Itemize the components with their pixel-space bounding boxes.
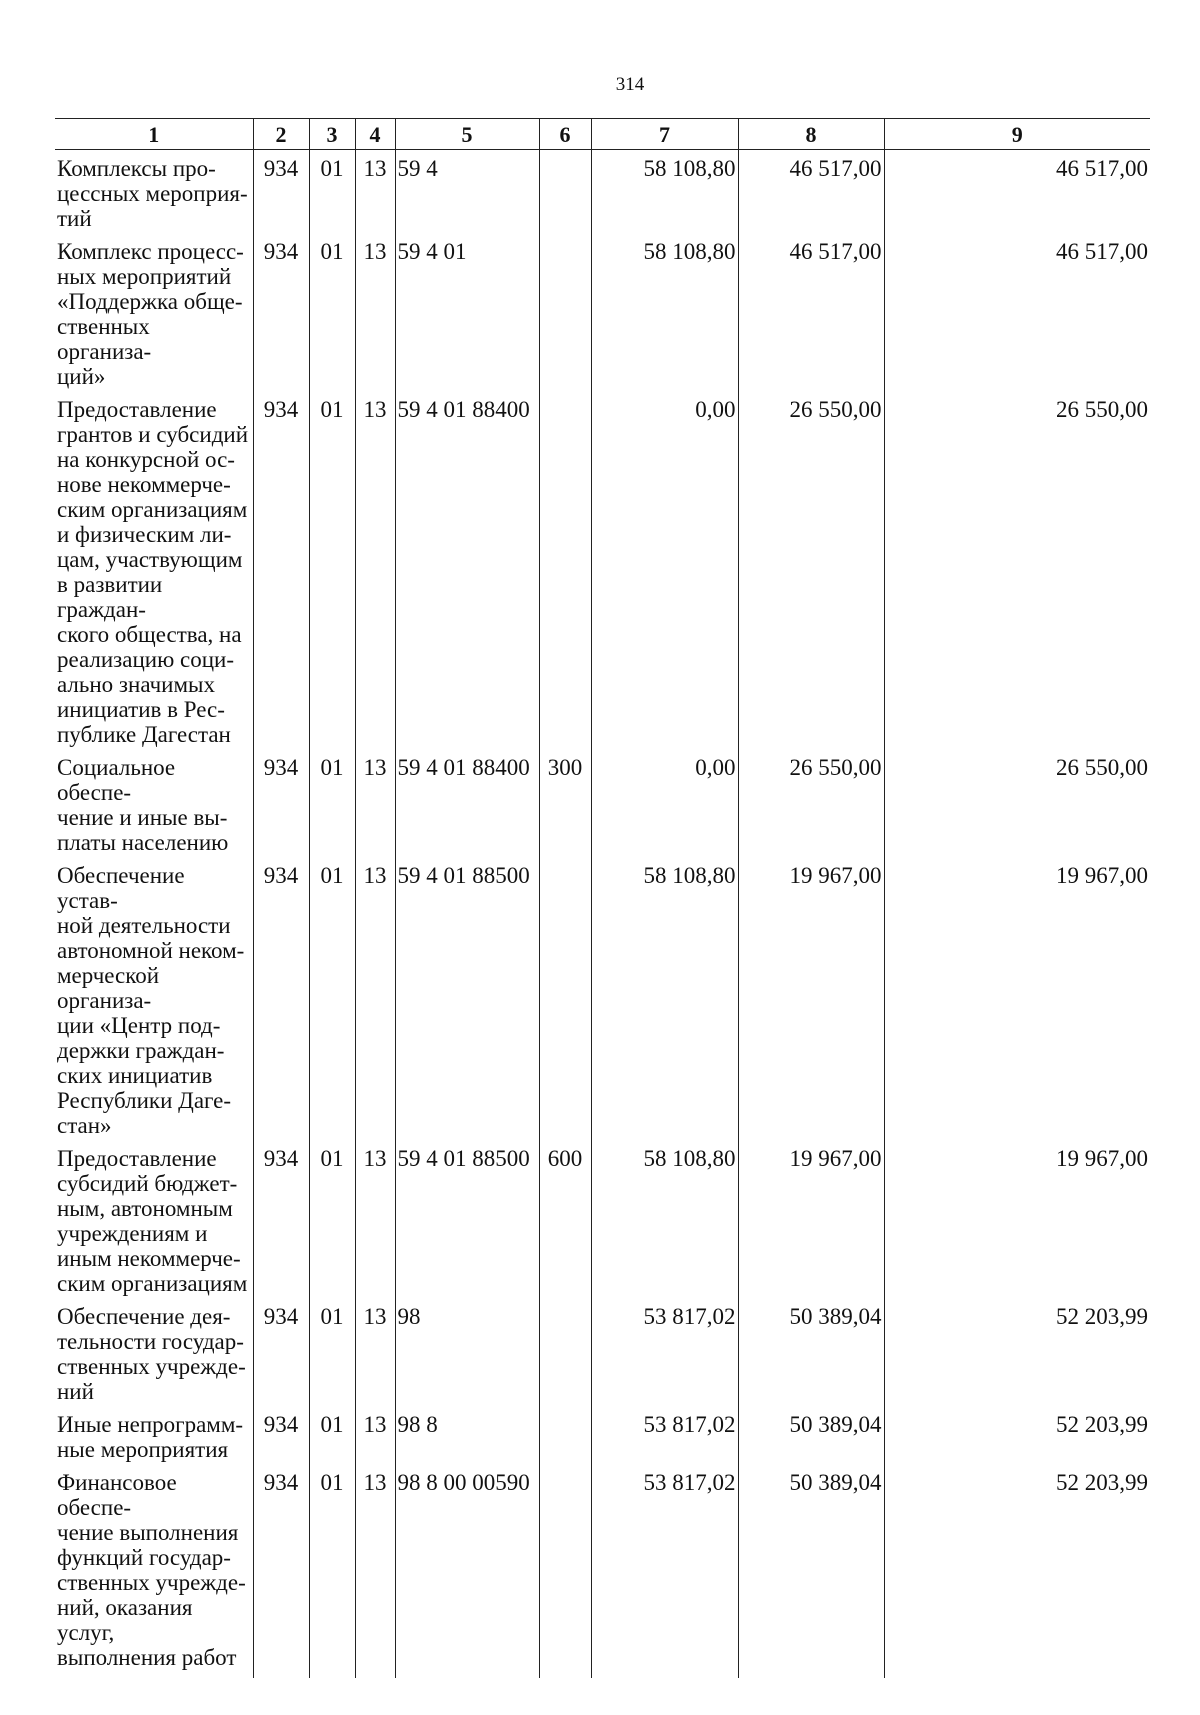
ministry-code-cell: 934 [253,397,309,755]
amount-col9-cell: 46 517,00 [884,239,1150,397]
page-number: 314 [615,74,645,95]
amount-col7-cell: 58 108,80 [591,863,738,1146]
ministry-code-cell: 934 [253,150,309,240]
header-cell: 4 [355,119,395,150]
amount-col8-cell: 19 967,00 [738,1146,884,1304]
table-header [55,119,1150,150]
target-article-cell: 59 4 [395,150,539,240]
section-code-cell: 01 [309,755,355,863]
item-name-cell: Обеспечение дея- тельности государ- ственных учрежде- ний [57,1304,246,1404]
header-cell: 9 [884,119,1150,150]
target-article-cell: 59 4 01 [395,239,539,397]
amount-col9-cell: 46 517,00 [884,150,1150,240]
amount-col7-cell: 58 108,80 [591,150,738,240]
subsection-code-cell: 13 [355,755,395,863]
ministry-code-cell: 934 [253,239,309,397]
item-name-cell: Финансовое обеспе- чение выполнения функций государ- ственных учрежде- ний, оказания услуг, выполнения работ [57,1470,246,1670]
amount-col8-cell: 46 517,00 [738,239,884,397]
subsection-code-cell: 13 [355,397,395,755]
item-name-cell: Социальное обеспе- чение и иные вы- платы населению [57,755,229,855]
table-row [55,755,1150,863]
amount-col8-cell: 50 389,04 [738,1470,884,1678]
amount-col8-cell: 19 967,00 [738,863,884,1146]
target-article-cell: 59 4 01 88500 [395,1146,539,1304]
amount-col8-cell: 26 550,00 [738,755,884,863]
amount-col8-cell: 26 550,00 [738,397,884,755]
section-code-cell: 01 [309,1304,355,1412]
ministry-code-cell: 934 [253,1146,309,1304]
target-article-cell: 59 4 01 88500 [395,863,539,1146]
target-article-cell: 59 4 01 88400 [395,397,539,755]
amount-col7-cell: 53 817,02 [591,1470,738,1678]
expense-type-cell [539,397,591,755]
section-code-cell: 01 [309,1412,355,1470]
amount-col9-cell: 26 550,00 [884,397,1150,755]
section-code-cell: 01 [309,863,355,1146]
header-row [55,119,1150,150]
item-name-cell: Предоставление субсидий бюджет- ным, автономным учреждениям и иным некоммерче- ским организациям [57,1146,248,1296]
amount-col7-cell: 53 817,02 [591,1304,738,1412]
amount-col8-cell: 50 389,04 [738,1412,884,1470]
table-row [55,1470,1150,1678]
expense-type-cell [539,1470,591,1678]
subsection-code-cell: 13 [355,150,395,240]
amount-col7-cell: 0,00 [591,397,738,755]
amount-col9-cell: 52 203,99 [884,1304,1150,1412]
expense-type-cell [539,150,591,240]
item-name-cell: Предоставление грантов и субсидий на конкурсной ос- нове некоммерче- ским организациям и физическим ли- цам, участвующим в развитии граждан- ского общества, на реализацию соци- ально значимых инициатив в Рес- публике Дагестан [57,397,249,747]
budget-table [55,118,1150,1678]
expense-type-cell [539,239,591,397]
header-cell: 7 [591,119,738,150]
expense-type-cell: 600 [539,1146,591,1304]
table-row [55,863,1150,1146]
item-name-cell: Комплексы про- цессных мероприя- тий [57,156,248,231]
table-row [55,150,1150,240]
section-code-cell: 01 [309,397,355,755]
section-code-cell: 01 [309,239,355,397]
ministry-code-cell: 934 [253,863,309,1146]
expense-type-cell: 300 [539,755,591,863]
ministry-code-cell: 934 [253,1470,309,1678]
table-body [55,150,1150,1679]
section-code-cell: 01 [309,150,355,240]
subsection-code-cell: 13 [355,1146,395,1304]
header-cell: 1 [55,119,253,150]
amount-col9-cell: 19 967,00 [884,863,1150,1146]
section-code-cell: 01 [309,1470,355,1678]
subsection-code-cell: 13 [355,1412,395,1470]
header-cell: 8 [738,119,884,150]
table-row [55,1412,1150,1470]
subsection-code-cell: 13 [355,1304,395,1412]
amount-col9-cell: 19 967,00 [884,1146,1150,1304]
section-code-cell: 01 [309,1146,355,1304]
table-row [55,239,1150,397]
expense-type-cell [539,863,591,1146]
target-article-cell: 98 8 00 00590 [395,1470,539,1678]
subsection-code-cell: 13 [355,239,395,397]
header-cell: 3 [309,119,355,150]
ministry-code-cell: 934 [253,1412,309,1470]
header-cell: 6 [539,119,591,150]
subsection-code-cell: 13 [355,863,395,1146]
table-row [55,1304,1150,1412]
header-cell: 5 [395,119,539,150]
header-cell: 2 [253,119,309,150]
target-article-cell: 98 8 [395,1412,539,1470]
subsection-code-cell: 13 [355,1470,395,1678]
amount-col9-cell: 26 550,00 [884,755,1150,863]
table-row [55,1146,1150,1304]
amount-col7-cell: 53 817,02 [591,1412,738,1470]
ministry-code-cell: 934 [253,755,309,863]
table-row [55,397,1150,755]
expense-type-cell [539,1412,591,1470]
ministry-code-cell: 934 [253,1304,309,1412]
expense-type-cell [539,1304,591,1412]
amount-col7-cell: 58 108,80 [591,239,738,397]
amount-col7-cell: 58 108,80 [591,1146,738,1304]
item-name-cell: Обеспечение устав- ной деятельности автономной неком- мерческой организа- ции «Центр под- держки граждан- ских инициатив Республики Даге- стан» [57,863,245,1138]
amount-col9-cell: 52 203,99 [884,1470,1150,1678]
item-name-cell: Комплекс процесс- ных мероприятий «Поддержка обще- ственных организа- ций» [57,239,244,389]
amount-col7-cell: 0,00 [591,755,738,863]
amount-col9-cell: 52 203,99 [884,1412,1150,1470]
target-article-cell: 98 [395,1304,539,1412]
amount-col8-cell: 50 389,04 [738,1304,884,1412]
item-name-cell: Иные непрограмм- ные мероприятия [57,1412,244,1462]
amount-col8-cell: 46 517,00 [738,150,884,240]
target-article-cell: 59 4 01 88400 [395,755,539,863]
